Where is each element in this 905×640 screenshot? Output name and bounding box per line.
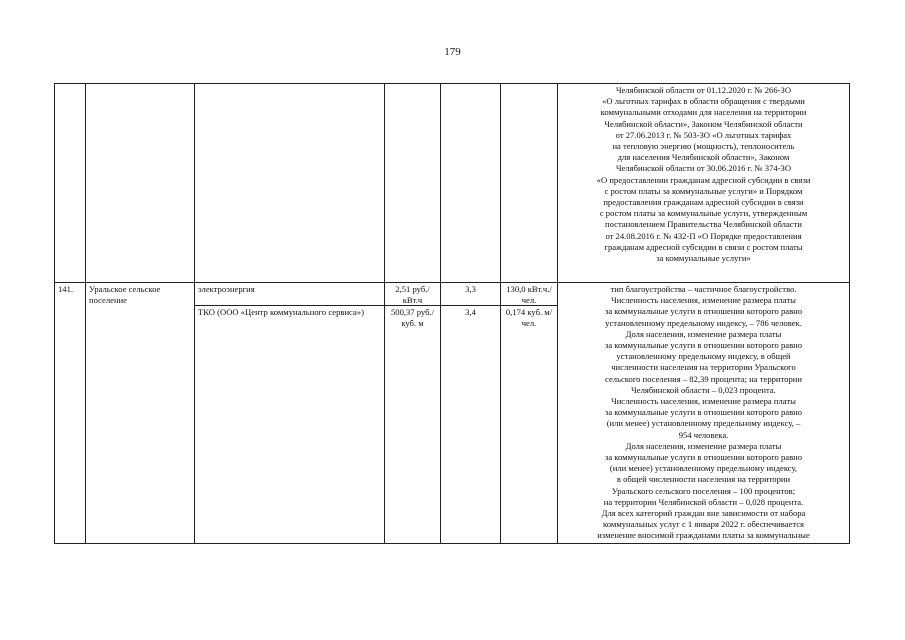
reason-line: Челябинской области от 30.06.2016 г. № 374-ЗО [615,163,792,174]
volume-cell [501,84,558,283]
reason-line: Доля населения, изменение размера платы [625,328,782,339]
table-row [55,84,850,283]
index-cell [441,283,501,544]
volume-tko: 0,174 куб. м/чел. [501,305,557,330]
volume-cell [501,283,558,544]
reason-line: (или менее) установленному предельному индексу, – [606,418,801,429]
resource-electricity: электроэнергия [198,284,255,294]
reason-line: от 24.08.2016 г. № 432-П «О Порядке предоставления [605,230,802,241]
reason-line: численности населения на территории Уральского [611,362,796,373]
reason-line: за коммунальные услуги в отношении которого равно [604,340,803,351]
reason-line: постановлением Правительства Челябинской области [605,219,802,230]
reason-line: 954 человека. [678,429,729,440]
reason-line: с ростом платы за коммунальные услуги, утвержденным [599,208,808,219]
reason-line: (или менее) установленному предельному индексу, [609,463,798,474]
reason-line: за коммунальные услуги в отношении которого равно [604,407,803,418]
row-number-cell: 141. [55,283,86,544]
volume-electricity: 130,0 кВт.ч./чел. [506,284,552,306]
reason-line: сельского поселения – 82,39 процента; на территории [605,373,802,384]
reason-line: в общей численности населения на территории [616,474,791,485]
settlement-name-cell [86,84,195,283]
reason-line: за коммунальные услуги в отношении которого равно [604,452,803,463]
index-electricity: 3,3 [465,284,476,294]
page-number: 179 [444,46,461,58]
reason-line: от 27.06.2013 г. № 503-ЗО «О льготных тарифах [615,129,792,140]
reason-line: Доля населения, изменение размера платы [625,440,782,451]
reason-line: с ростом платы за коммунальные услуги» и Порядком [604,185,803,196]
reason-line: Челябинской области», Законом Челябинской области [604,118,803,129]
reason-line: «О предоставлении гражданам адресной субсидии в связи [596,174,811,185]
reason-line: «О льготных тарифах в области обращения с твердыми [602,96,805,107]
resource-cell [195,84,385,283]
reason-line: на тепловую энергию (мощность), теплоноситель [612,141,795,152]
reason-line: Численность населения, изменение размера платы [611,295,796,306]
reason-line: гражданам адресной субсидии в связи с ростом платы [604,241,803,252]
tariff-tko: 500,37 руб./куб. м [385,305,440,330]
reason-line: для населения Челябинской области», Законом [617,152,790,163]
table-row [55,283,850,544]
tariff-cell [385,84,441,283]
reason-line: предоставления гражданам адресной субсидии в связи [603,197,804,208]
reason-cell [558,283,850,544]
reason-line: Численность населения, изменение размера платы [611,396,796,407]
reason-cell [558,84,850,283]
reason-line: Уральского сельского поселения – 100 процентов; [611,485,796,496]
reason-line: коммунальных услуг с 1 января 2022 г. обеспечивается [603,519,804,530]
resource-tko: ТКО (ООО «Центр коммунального сервиса») [195,305,384,319]
reason-line: Челябинской области – 0,023 процента. [631,384,776,395]
reason-line: за коммунальные услуги» [656,253,751,264]
reason-line: установленному предельному индексу, в общей [616,351,791,362]
reason-line: за коммунальные услуги в отношении которого равно [604,306,803,317]
tariff-cell [385,283,441,544]
row-number-cell [55,84,86,283]
reason-line: на территории Челябинской области – 0,028 процента. [603,496,804,507]
reason-line: Челябинской области от 01.12.2020 г. № 266-ЗО [615,85,792,95]
reason-line: коммунальными отходами для населения на территории [600,107,807,118]
reason-line: тип благоустройства – частичное благоустройство. [610,284,797,294]
index-tko: 3,4 [441,305,500,319]
tariff-electricity: 2,51 руб./кВт.ч [395,284,430,306]
resource-cell [195,283,385,544]
tariff-table [54,83,850,544]
index-cell [441,84,501,283]
reason-line: изменение вносимой гражданами платы за коммунальные [597,530,810,541]
reason-line: Для всех категорий граждан вне зависимости от набора [601,508,806,519]
settlement-name-cell: Уральское сельское поселение [86,283,195,544]
reason-line: установленному предельному индексу, – 786 человек. [605,317,802,328]
